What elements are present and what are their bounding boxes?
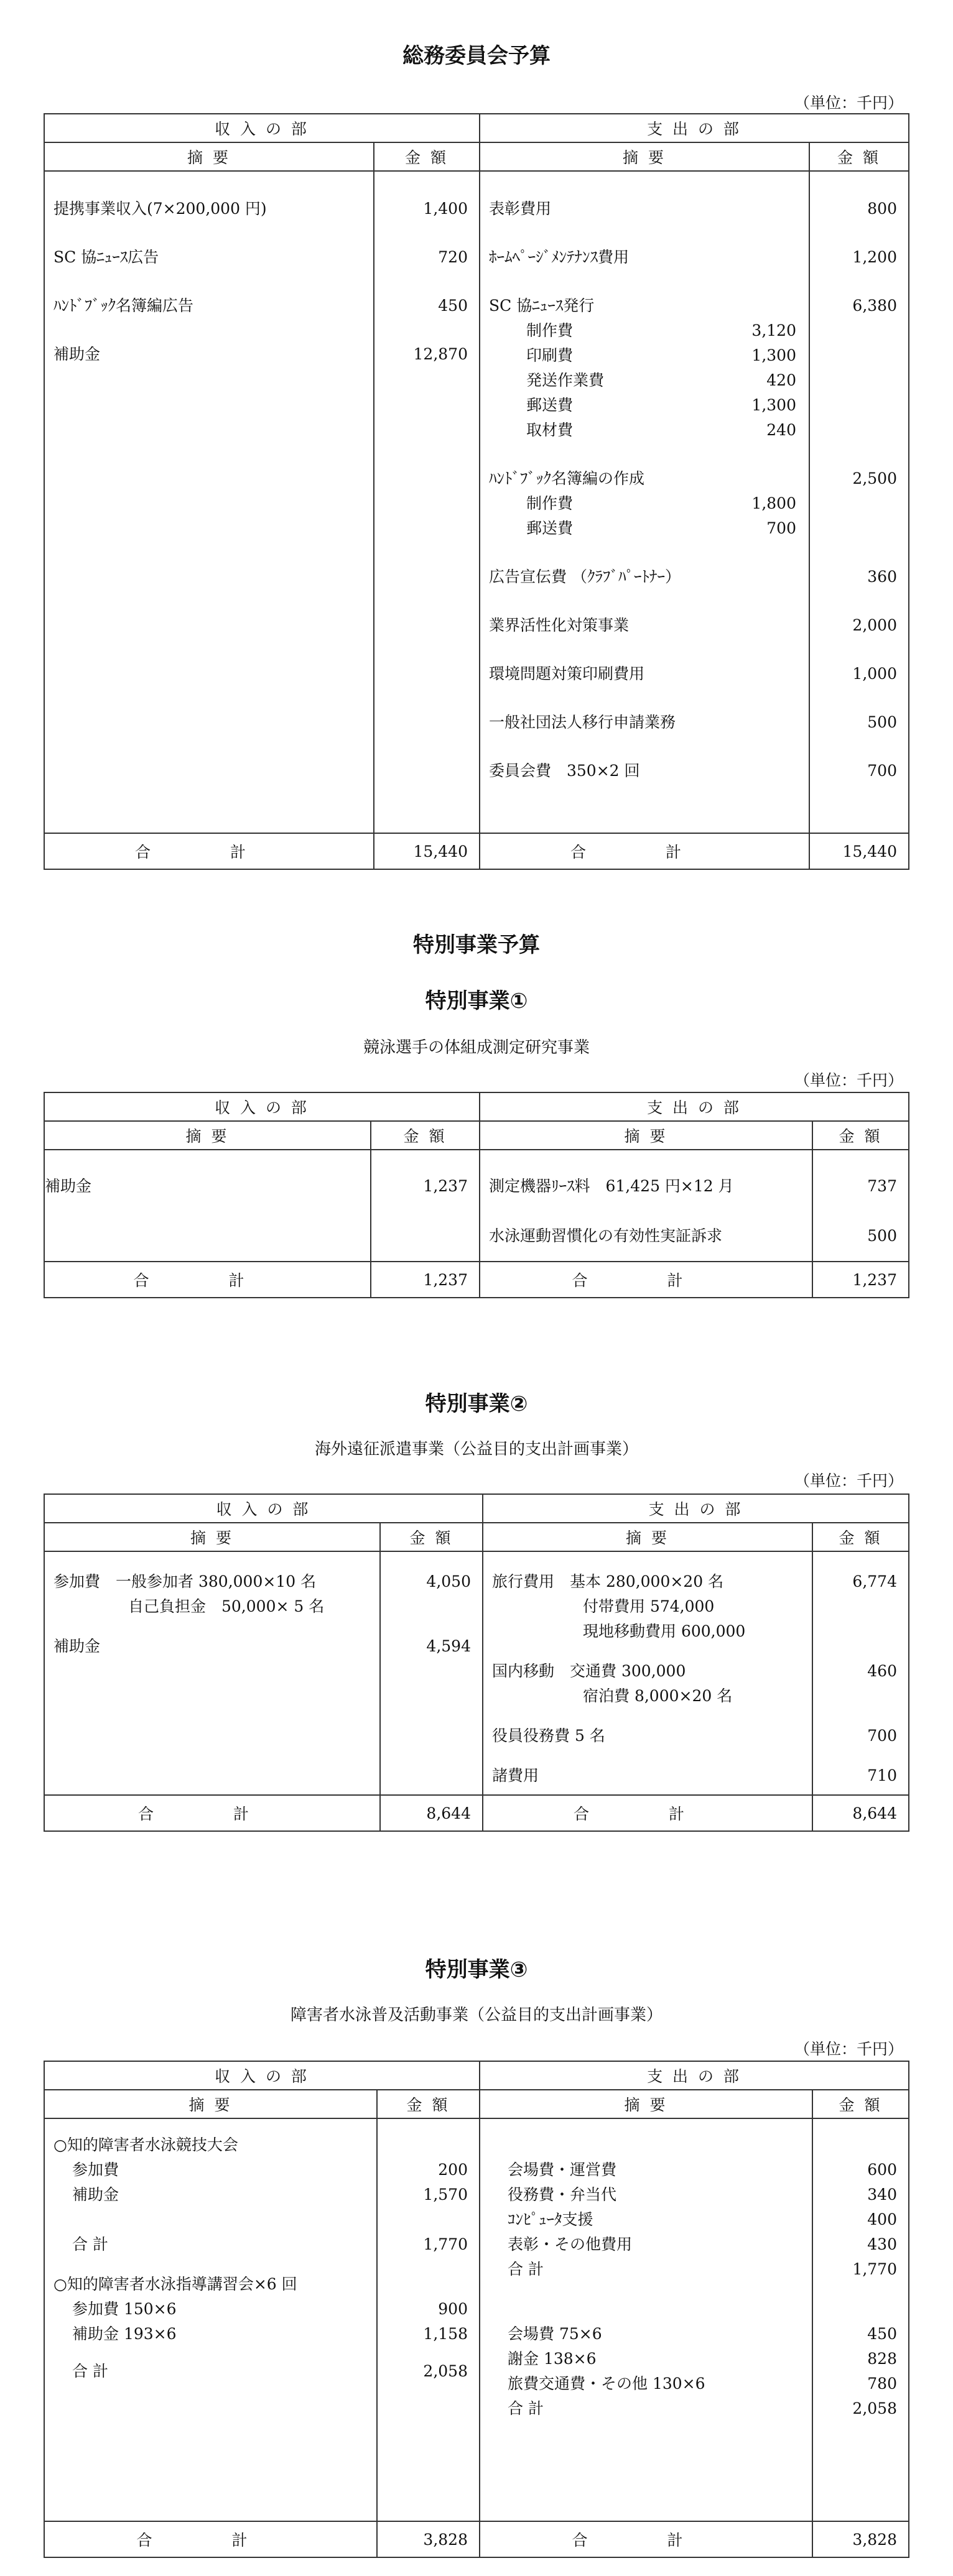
income-amount: 1,570 [423,2186,468,2204]
spacer [378,2133,468,2158]
col-amount: 金 額 [809,142,909,171]
income-item: 補助金 [45,1177,92,1195]
expense-amount: 780 [867,2375,897,2393]
col-amount: 金 額 [812,1523,909,1551]
group-heading: ○知的障害者水泳指導講習会×6 回 [53,2275,297,2293]
expense-item: 環境問題対策印刷費用 [489,665,645,683]
income-amount: 1,237 [423,1177,468,1195]
expense-item: 委員会費 350×2 回 [489,762,640,780]
col-desc: 摘 要 [480,2090,812,2118]
income-item: 補助金 [53,345,101,363]
expense-amount: 600 [867,2161,897,2179]
general-title: 総務委員会予算 [402,44,551,68]
sp3-subtitle: 障害者水泳普及活動事業（公益目的支出計画事業） [290,2006,662,2024]
sp3-unit: （単位：千円） [794,2040,903,2058]
income-amount: 720 [438,248,468,266]
income-header: 収 入 の 部 [44,1494,483,1523]
expense-total: 15,440 [809,833,909,869]
income-total: 1,237 [371,1262,480,1298]
income-amount: 450 [438,297,468,315]
sp1-subtitle: 競泳選手の体組成測定研究事業 [363,1038,590,1057]
expense-subitem: 発送作業費 420 [526,371,796,389]
group-income-total: 2,058 [423,2362,468,2380]
expense-item: ﾊﾝﾄﾞﾌﾞｯｸ名簿編の作成 [489,469,645,487]
sp2-subtitle: 海外遠征派遣事業（公益目的支出計画事業） [314,1440,638,1459]
income-amount: 4,594 [426,1637,471,1655]
expense-total: 1,237 [812,1262,909,1298]
sp3-title: 特別事業③ [425,1957,528,1982]
expense-amount: 800 [867,200,897,218]
expense-item: 謝金 138×6 [508,2350,597,2368]
group-total-label: 合 計 [72,2362,108,2380]
total-label: 合 計 [44,833,374,869]
expense-subitem: 制作費 1,800 [526,494,796,512]
expense-amount: 2,500 [852,469,897,487]
expense-amount: 500 [867,713,897,731]
expense-item: 国内移動 交通費 300,000 [492,1662,686,1680]
group-heading: ○知的障害者水泳競技大会 [53,2136,238,2154]
general-unit: （単位：千円） [794,94,903,112]
expense-amount: 6,774 [852,1572,897,1590]
col-amount: 金 額 [371,1121,480,1150]
expense-item: 諸費用 [492,1766,539,1784]
expense-item: 広告宣伝費 （ｸﾗﾌﾞﾊﾟｰﾄﾅｰ） [489,568,681,586]
expense-amount: 700 [867,762,897,780]
expense-amount: 1,000 [852,665,897,683]
group-expense-total: 2,058 [852,2399,897,2417]
expense-header: 支 出 の 部 [480,2061,909,2090]
income-item: ﾊﾝﾄﾞﾌﾞｯｸ名簿編広告 [53,297,194,315]
income-total: 8,644 [380,1795,483,1831]
expense-item-detail: 付帯費用 574,000 [583,1597,715,1615]
col-amount: 金 額 [812,1121,909,1150]
income-item-detail: 自己負担金 50,000× 5 名 [128,1597,325,1615]
expense-subitem: 郵送費 1,300 [526,396,796,414]
col-desc: 摘 要 [44,142,374,171]
income-item: 補助金 [72,2186,119,2204]
expense-item: 一般社団法人移行申請業務 [489,713,676,731]
total-label: 合 計 [44,2521,377,2557]
total-label: 合 計 [480,833,809,869]
income-item: 参加費 一般参加者 380,000×10 名 [53,1572,317,1590]
sp1-unit: （単位：千円） [794,1071,903,1089]
expense-item-detail: 現地移動費用 600,000 [583,1622,746,1640]
expense-item: 旅行費用 基本 280,000×20 名 [492,1572,724,1590]
expense-amount: 6,380 [852,297,897,315]
expense-item: 業界活性化対策事業 [489,616,630,634]
expense-amount: 828 [867,2350,897,2368]
income-header: 収 入 の 部 [44,114,480,142]
col-desc: 摘 要 [44,2090,377,2118]
expense-subitem: 郵送費 700 [526,519,796,537]
income-amount: 900 [438,2300,468,2318]
expense-amount: 360 [867,568,897,586]
group-total-label: 合 計 [72,2235,108,2253]
income-item: 参加費 [72,2161,119,2179]
expense-item: 水泳運動習慣化の有効性実証訴求 [489,1227,723,1245]
expense-item: 役務費・弁当代 [508,2186,617,2204]
expense-amount: 400 [867,2210,897,2228]
sp2-budget-table [44,1493,909,1832]
col-amount: 金 額 [377,2090,480,2118]
expense-amount: 460 [867,1662,897,1680]
expense-subitem: 制作費 3,120 [526,321,796,339]
expense-header: 支 出 の 部 [483,1494,909,1523]
col-desc: 摘 要 [480,142,809,171]
income-total: 15,440 [374,833,480,869]
total-label: 合 計 [480,1262,812,1298]
expense-item: 表彰費用 [489,200,552,218]
expense-subitem: 取材費 240 [526,421,796,439]
income-item: SC 協ﾆｭｰｽ広告 [53,248,159,266]
expense-item: 会場費 75×6 [508,2325,602,2343]
sp2-title: 特別事業② [425,1392,528,1416]
expense-amount: 737 [867,1177,897,1195]
expense-total: 3,828 [812,2521,909,2557]
spacer [489,2133,812,2158]
total-label: 合 計 [483,1795,812,1831]
col-desc: 摘 要 [483,1523,812,1551]
expense-header: 支 出 の 部 [480,114,909,142]
group-income-total: 1,770 [423,2235,468,2253]
col-amount: 金 額 [380,1523,483,1551]
spacer [378,2272,468,2297]
expense-header: 支 出 の 部 [480,1092,909,1121]
group-total-label: 合 計 [508,2260,544,2278]
group-expense-total: 1,770 [852,2260,897,2278]
sp3-budget-table [44,2061,909,2558]
expense-item: 会場費・運営費 [508,2161,617,2179]
expense-item: 表彰・その他費用 [508,2235,633,2253]
income-header: 収 入 の 部 [44,2061,480,2090]
total-label: 合 計 [44,1795,380,1831]
expense-amount: 430 [867,2235,897,2253]
sp1-budget-table [44,1092,909,1298]
general-budget-table [44,113,909,870]
income-header: 収 入 の 部 [44,1092,480,1121]
income-item: 補助金 [53,1637,101,1655]
income-amount: 12,870 [413,345,468,363]
expense-item: 役員役務費 5 名 [492,1727,605,1745]
income-item: 補助金 193×6 [72,2325,177,2343]
expense-item: 測定機器ﾘｰｽ料 61,425 円×12 月 [489,1177,734,1195]
col-desc: 摘 要 [44,1121,371,1150]
expense-amount: 340 [867,2186,897,2204]
expense-total: 8,644 [812,1795,909,1831]
expense-amount: 700 [867,1727,897,1745]
income-amount: 1,400 [423,200,468,218]
expense-item-detail: 宿泊費 8,000×20 名 [583,1687,733,1705]
expense-amount: 710 [867,1766,897,1784]
expense-item: 旅費交通費・その他 130×6 [508,2375,705,2393]
income-item: 参加費 150×6 [72,2300,177,2318]
expense-subitem: 印刷費 1,300 [526,346,796,364]
expense-item: ﾎｰﾑﾍﾟｰｼﾞﾒﾝﾃﾅﾝｽ費用 [489,248,630,266]
income-total: 3,828 [377,2521,480,2557]
col-amount: 金 額 [812,2090,909,2118]
col-amount: 金 額 [374,142,480,171]
income-amount: 1,158 [423,2325,468,2343]
expense-amount: 1,200 [852,248,897,266]
expense-item: SC 協ﾆｭｰｽ発行 [489,297,595,315]
col-desc: 摘 要 [480,1121,812,1150]
expense-amount: 500 [867,1227,897,1245]
group-total-label: 合 計 [508,2399,544,2417]
special-heading: 特別事業予算 [413,933,540,958]
spacer [813,2133,897,2158]
total-label: 合 計 [44,1262,371,1298]
expense-item: ｺﾝﾋﾟｭｰﾀ支援 [508,2210,593,2228]
income-item: 提携事業収入(7×200,000 円) [53,200,267,218]
income-amount: 200 [438,2161,468,2179]
income-amount: 4,050 [426,1572,471,1590]
total-label: 合 計 [480,2521,812,2557]
sp1-title: 特別事業① [425,989,528,1013]
sp2-unit: （単位：千円） [794,1472,903,1490]
expense-amount: 2,000 [852,616,897,634]
expense-amount: 450 [867,2325,897,2343]
col-desc: 摘 要 [44,1523,380,1551]
